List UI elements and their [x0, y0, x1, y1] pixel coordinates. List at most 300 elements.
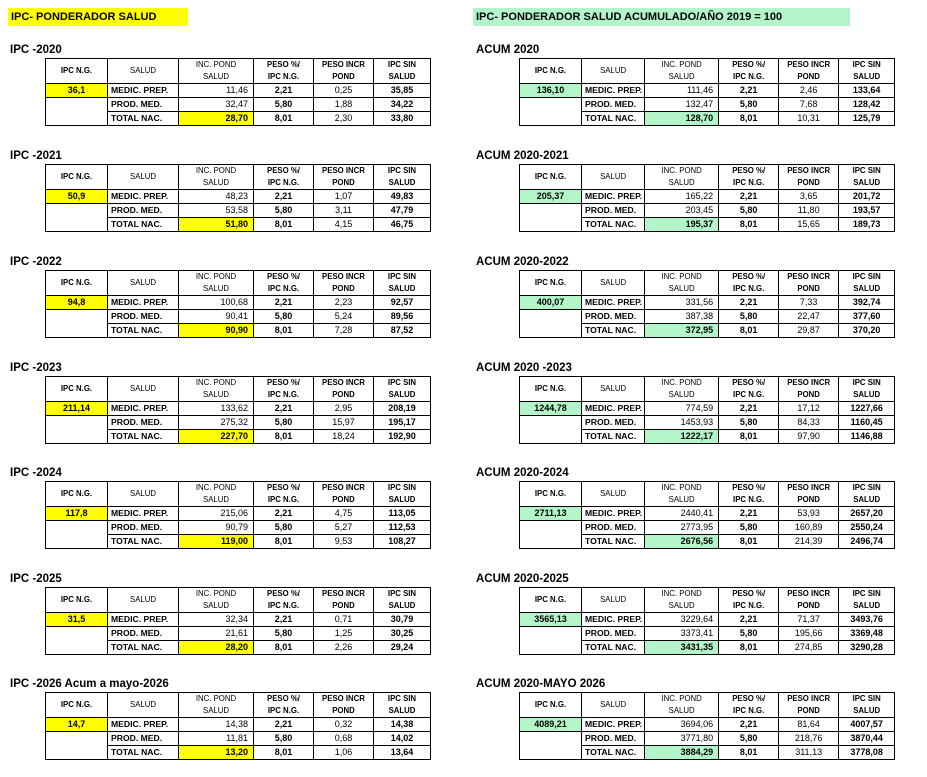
- right-banner: IPC- PONDERADOR SALUD ACUMULADO/AÑO 2019 = 100: [473, 8, 850, 26]
- right-block-table: [519, 692, 895, 760]
- header-ipc-ng: IPC N.G.: [46, 271, 108, 296]
- empty-cell: [520, 416, 582, 430]
- header-ipc-ng: IPC N.G.: [520, 165, 582, 190]
- header-inc-pond-sub: SALUD: [179, 389, 254, 402]
- ipc-sin-value: 46,75: [374, 218, 431, 232]
- header-ipc-sin-sub: SALUD: [839, 600, 895, 613]
- ipc-sin-value: 30,25: [374, 627, 431, 641]
- left-block-table: [45, 692, 431, 760]
- inc-pond-value: 132,47: [645, 98, 719, 112]
- header-inc-pond-sub: SALUD: [179, 283, 254, 296]
- left-block-table: [45, 481, 431, 549]
- left-block-title: IPC -2026 Acum a mayo-2026: [10, 678, 169, 690]
- header-ipc-sin: IPC SIN: [839, 588, 895, 601]
- table-row: [520, 627, 895, 641]
- peso-value: 2,21: [719, 296, 779, 310]
- peso-incr-value: 0,32: [314, 718, 374, 732]
- header-peso: PESO %/: [719, 482, 779, 495]
- ipc-ng-value: 4089,21: [520, 718, 582, 732]
- peso-incr-value: 7,68: [779, 98, 839, 112]
- ipc-ng-value: 14,7: [46, 718, 108, 732]
- header-ipc-sin-sub: SALUD: [374, 177, 431, 190]
- table-row: [520, 430, 895, 444]
- left-block-title: IPC -2020: [10, 44, 62, 56]
- peso-value: 5,80: [719, 627, 779, 641]
- header-peso-sub: IPC N.G.: [254, 494, 314, 507]
- inc-pond-value: 32,47: [179, 98, 254, 112]
- header-inc-pond-sub: SALUD: [645, 600, 719, 613]
- peso-incr-value: 160,89: [779, 521, 839, 535]
- peso-value: 5,80: [719, 98, 779, 112]
- inc-pond-value: 3373,41: [645, 627, 719, 641]
- header-salud: SALUD: [108, 271, 179, 296]
- peso-value: 2,21: [254, 84, 314, 98]
- inc-pond-value: 203,45: [645, 204, 719, 218]
- row-label: TOTAL NAC.: [582, 535, 645, 549]
- table-row: [520, 402, 895, 416]
- header-salud: SALUD: [582, 482, 645, 507]
- row-label: TOTAL NAC.: [108, 430, 179, 444]
- header-salud: SALUD: [108, 693, 179, 718]
- header-ipc-sin: IPC SIN: [374, 377, 431, 390]
- inc-pond-value: 372,95: [645, 324, 719, 338]
- header-peso-incr: PESO INCR: [779, 377, 839, 390]
- ipc-sin-value: 1160,45: [839, 416, 895, 430]
- table-row: [46, 535, 431, 549]
- inc-pond-value: 90,79: [179, 521, 254, 535]
- header-inc-pond-sub: SALUD: [645, 389, 719, 402]
- ipc-sin-value: 2550,24: [839, 521, 895, 535]
- row-label: PROD. MED.: [108, 310, 179, 324]
- ipc-ng-value: 1244,78: [520, 402, 582, 416]
- row-label: TOTAL NAC.: [582, 112, 645, 126]
- header-salud: SALUD: [582, 271, 645, 296]
- row-label: MEDIC. PREP.: [582, 613, 645, 627]
- peso-value: 2,21: [254, 402, 314, 416]
- peso-incr-value: 97,90: [779, 430, 839, 444]
- peso-value: 8,01: [719, 324, 779, 338]
- right-block-table: [519, 587, 895, 655]
- header-peso-incr: PESO INCR: [314, 165, 374, 178]
- inc-pond-value: 100,68: [179, 296, 254, 310]
- peso-value: 8,01: [719, 535, 779, 549]
- row-label: PROD. MED.: [582, 204, 645, 218]
- header-peso-incr: PESO INCR: [314, 693, 374, 706]
- header-peso-incr: PESO INCR: [779, 482, 839, 495]
- peso-value: 8,01: [719, 641, 779, 655]
- ipc-ng-value: 117,8: [46, 507, 108, 521]
- right-block-table: [519, 481, 895, 549]
- ipc-ng-value: 400,07: [520, 296, 582, 310]
- table-row: [520, 732, 895, 746]
- header-inc-pond-sub: SALUD: [645, 71, 719, 84]
- empty-cell: [46, 535, 108, 549]
- inc-pond-value: 195,37: [645, 218, 719, 232]
- header-peso: PESO %/: [254, 482, 314, 495]
- ipc-sin-value: 33,80: [374, 112, 431, 126]
- table-row: [520, 507, 895, 521]
- row-label: TOTAL NAC.: [108, 535, 179, 549]
- header-peso-incr: PESO INCR: [314, 377, 374, 390]
- table-row: [46, 430, 431, 444]
- table-row: [520, 416, 895, 430]
- peso-incr-value: 71,37: [779, 613, 839, 627]
- header-peso-sub: IPC N.G.: [254, 177, 314, 190]
- header-ipc-ng: IPC N.G.: [520, 693, 582, 718]
- table-row: [520, 296, 895, 310]
- inc-pond-value: 14,38: [179, 718, 254, 732]
- header-ipc-ng: IPC N.G.: [520, 588, 582, 613]
- header-peso: PESO %/: [719, 588, 779, 601]
- peso-value: 2,21: [719, 507, 779, 521]
- right-block-table: [519, 164, 895, 232]
- ipc-ng-value: 136,10: [520, 84, 582, 98]
- header-peso-sub: IPC N.G.: [719, 177, 779, 190]
- peso-incr-value: 2,46: [779, 84, 839, 98]
- empty-cell: [520, 732, 582, 746]
- ipc-sin-value: 3290,28: [839, 641, 895, 655]
- ipc-sin-value: 2496,74: [839, 535, 895, 549]
- empty-cell: [46, 430, 108, 444]
- inc-pond-value: 32,34: [179, 613, 254, 627]
- inc-pond-value: 2440,41: [645, 507, 719, 521]
- ipc-sin-value: 1227,66: [839, 402, 895, 416]
- peso-incr-value: 218,76: [779, 732, 839, 746]
- header-peso-incr: PESO INCR: [779, 59, 839, 72]
- header-inc-pond-sub: SALUD: [645, 283, 719, 296]
- header-inc-pond: INC. POND: [179, 165, 254, 178]
- row-label: MEDIC. PREP.: [582, 190, 645, 204]
- row-label: MEDIC. PREP.: [108, 84, 179, 98]
- peso-value: 2,21: [254, 718, 314, 732]
- table-row: [46, 641, 431, 655]
- table-row: [46, 190, 431, 204]
- peso-incr-value: 0,25: [314, 84, 374, 98]
- table-row: [520, 746, 895, 760]
- peso-incr-value: 5,24: [314, 310, 374, 324]
- row-label: PROD. MED.: [108, 627, 179, 641]
- left-banner: IPC- PONDERADOR SALUD: [8, 8, 188, 26]
- peso-value: 8,01: [719, 112, 779, 126]
- peso-value: 8,01: [254, 430, 314, 444]
- row-label: TOTAL NAC.: [582, 746, 645, 760]
- peso-value: 5,80: [254, 627, 314, 641]
- peso-incr-value: 214,39: [779, 535, 839, 549]
- header-peso: PESO %/: [254, 377, 314, 390]
- peso-value: 2,21: [719, 84, 779, 98]
- header-peso: PESO %/: [719, 377, 779, 390]
- row-label: PROD. MED.: [582, 98, 645, 112]
- header-salud: SALUD: [108, 588, 179, 613]
- ipc-sin-value: 87,52: [374, 324, 431, 338]
- table-row: [520, 190, 895, 204]
- header-ipc-sin: IPC SIN: [374, 588, 431, 601]
- empty-cell: [520, 641, 582, 655]
- peso-value: 8,01: [254, 218, 314, 232]
- row-label: TOTAL NAC.: [108, 746, 179, 760]
- empty-cell: [46, 521, 108, 535]
- peso-incr-value: 2,23: [314, 296, 374, 310]
- peso-incr-value: 1,25: [314, 627, 374, 641]
- row-label: PROD. MED.: [108, 416, 179, 430]
- peso-value: 5,80: [719, 521, 779, 535]
- table-row: [46, 732, 431, 746]
- header-ipc-sin: IPC SIN: [839, 377, 895, 390]
- header-inc-pond: INC. POND: [179, 588, 254, 601]
- left-block-title: IPC -2025: [10, 573, 62, 585]
- inc-pond-value: 11,46: [179, 84, 254, 98]
- ipc-sin-value: 49,83: [374, 190, 431, 204]
- row-label: MEDIC. PREP.: [108, 190, 179, 204]
- peso-value: 8,01: [719, 218, 779, 232]
- peso-value: 8,01: [254, 535, 314, 549]
- inc-pond-value: 48,23: [179, 190, 254, 204]
- ipc-sin-value: 133,64: [839, 84, 895, 98]
- right-block-table: [519, 58, 895, 126]
- ipc-sin-value: 201,72: [839, 190, 895, 204]
- header-ipc-sin-sub: SALUD: [374, 389, 431, 402]
- row-label: TOTAL NAC.: [108, 112, 179, 126]
- peso-incr-value: 18,24: [314, 430, 374, 444]
- peso-incr-value: 0,68: [314, 732, 374, 746]
- ipc-ng-value: 31,5: [46, 613, 108, 627]
- peso-incr-value: 2,95: [314, 402, 374, 416]
- header-inc-pond: INC. POND: [179, 377, 254, 390]
- left-block-table: [45, 587, 431, 655]
- table-row: [520, 218, 895, 232]
- peso-incr-value: 1,06: [314, 746, 374, 760]
- header-peso-incr-sub: POND: [314, 494, 374, 507]
- header-peso-sub: IPC N.G.: [254, 389, 314, 402]
- peso-value: 8,01: [254, 112, 314, 126]
- left-block-title: IPC -2023: [10, 362, 62, 374]
- header-peso-incr-sub: POND: [779, 71, 839, 84]
- peso-incr-value: 22,47: [779, 310, 839, 324]
- peso-value: 2,21: [719, 190, 779, 204]
- table-row: [520, 324, 895, 338]
- row-label: TOTAL NAC.: [582, 430, 645, 444]
- table-row: [46, 746, 431, 760]
- row-label: TOTAL NAC.: [108, 218, 179, 232]
- peso-incr-value: 53,93: [779, 507, 839, 521]
- right-block-table: [519, 270, 895, 338]
- header-peso-incr: PESO INCR: [779, 165, 839, 178]
- header-peso-incr-sub: POND: [314, 283, 374, 296]
- inc-pond-value: 3694,06: [645, 718, 719, 732]
- empty-cell: [46, 732, 108, 746]
- row-label: PROD. MED.: [582, 310, 645, 324]
- header-ipc-ng: IPC N.G.: [46, 59, 108, 84]
- header-ipc-sin-sub: SALUD: [374, 494, 431, 507]
- table-row: [46, 218, 431, 232]
- header-peso-sub: IPC N.G.: [719, 389, 779, 402]
- row-label: MEDIC. PREP.: [108, 507, 179, 521]
- inc-pond-value: 2773,95: [645, 521, 719, 535]
- ipc-sin-value: 193,57: [839, 204, 895, 218]
- empty-cell: [46, 310, 108, 324]
- header-ipc-ng: IPC N.G.: [46, 693, 108, 718]
- inc-pond-value: 111,46: [645, 84, 719, 98]
- inc-pond-value: 1222,17: [645, 430, 719, 444]
- peso-incr-value: 4,75: [314, 507, 374, 521]
- inc-pond-value: 119,00: [179, 535, 254, 549]
- header-peso-incr: PESO INCR: [779, 588, 839, 601]
- header-inc-pond-sub: SALUD: [179, 177, 254, 190]
- ipc-sin-value: 128,42: [839, 98, 895, 112]
- header-peso-incr-sub: POND: [314, 389, 374, 402]
- ipc-sin-value: 30,79: [374, 613, 431, 627]
- empty-cell: [520, 204, 582, 218]
- header-inc-pond-sub: SALUD: [645, 177, 719, 190]
- header-peso-incr: PESO INCR: [779, 271, 839, 284]
- header-ipc-ng: IPC N.G.: [520, 482, 582, 507]
- peso-incr-value: 84,33: [779, 416, 839, 430]
- header-inc-pond-sub: SALUD: [179, 600, 254, 613]
- header-peso-sub: IPC N.G.: [254, 71, 314, 84]
- empty-cell: [520, 746, 582, 760]
- ipc-sin-value: 125,79: [839, 112, 895, 126]
- empty-cell: [520, 627, 582, 641]
- empty-cell: [520, 324, 582, 338]
- peso-incr-value: 10,31: [779, 112, 839, 126]
- peso-value: 2,21: [719, 402, 779, 416]
- right-block-title: ACUM 2020-2025: [476, 573, 569, 585]
- empty-cell: [46, 324, 108, 338]
- peso-value: 2,21: [719, 718, 779, 732]
- header-peso-incr: PESO INCR: [779, 693, 839, 706]
- header-ipc-sin-sub: SALUD: [374, 283, 431, 296]
- header-ipc-sin-sub: SALUD: [839, 283, 895, 296]
- empty-cell: [520, 430, 582, 444]
- peso-incr-value: 0,71: [314, 613, 374, 627]
- peso-incr-value: 4,15: [314, 218, 374, 232]
- row-label: PROD. MED.: [582, 416, 645, 430]
- inc-pond-value: 21,61: [179, 627, 254, 641]
- header-ipc-sin: IPC SIN: [374, 59, 431, 72]
- header-inc-pond: INC. POND: [645, 377, 719, 390]
- ipc-sin-value: 4007,57: [839, 718, 895, 732]
- ipc-sin-value: 89,56: [374, 310, 431, 324]
- header-peso-incr-sub: POND: [779, 494, 839, 507]
- header-ipc-sin-sub: SALUD: [374, 705, 431, 718]
- header-peso: PESO %/: [254, 165, 314, 178]
- ipc-sin-value: 195,17: [374, 416, 431, 430]
- header-peso-sub: IPC N.G.: [719, 494, 779, 507]
- header-peso: PESO %/: [254, 271, 314, 284]
- row-label: PROD. MED.: [108, 98, 179, 112]
- left-block-table: [45, 58, 431, 126]
- header-inc-pond: INC. POND: [179, 271, 254, 284]
- row-label: MEDIC. PREP.: [582, 402, 645, 416]
- table-row: [520, 521, 895, 535]
- row-label: MEDIC. PREP.: [108, 296, 179, 310]
- peso-value: 2,21: [254, 613, 314, 627]
- header-peso-incr-sub: POND: [779, 283, 839, 296]
- header-peso-incr-sub: POND: [314, 705, 374, 718]
- peso-incr-value: 9,53: [314, 535, 374, 549]
- inc-pond-value: 331,56: [645, 296, 719, 310]
- ipc-sin-value: 29,24: [374, 641, 431, 655]
- right-block-title: ACUM 2020-MAYO 2026: [476, 678, 606, 690]
- right-block-table: [519, 376, 895, 444]
- right-block-title: ACUM 2020: [476, 44, 540, 56]
- row-label: MEDIC. PREP.: [582, 84, 645, 98]
- table-row: [46, 98, 431, 112]
- inc-pond-value: 774,59: [645, 402, 719, 416]
- ipc-ng-value: 50,9: [46, 190, 108, 204]
- header-peso-incr-sub: POND: [779, 177, 839, 190]
- peso-value: 5,80: [254, 732, 314, 746]
- ipc-sin-value: 3778,08: [839, 746, 895, 760]
- left-block-table: [45, 164, 431, 232]
- row-label: MEDIC. PREP.: [108, 718, 179, 732]
- peso-incr-value: 1,88: [314, 98, 374, 112]
- empty-cell: [46, 627, 108, 641]
- empty-cell: [520, 310, 582, 324]
- table-row: [520, 204, 895, 218]
- inc-pond-value: 165,22: [645, 190, 719, 204]
- peso-value: 5,80: [254, 416, 314, 430]
- header-inc-pond: INC. POND: [645, 165, 719, 178]
- header-peso-incr: PESO INCR: [314, 588, 374, 601]
- inc-pond-value: 28,70: [179, 112, 254, 126]
- header-ipc-ng: IPC N.G.: [520, 271, 582, 296]
- header-inc-pond: INC. POND: [645, 271, 719, 284]
- header-peso: PESO %/: [254, 59, 314, 72]
- ipc-sin-value: 189,73: [839, 218, 895, 232]
- header-peso-incr-sub: POND: [779, 389, 839, 402]
- empty-cell: [520, 112, 582, 126]
- ipc-sin-value: 370,20: [839, 324, 895, 338]
- row-label: TOTAL NAC.: [108, 324, 179, 338]
- header-peso-sub: IPC N.G.: [254, 600, 314, 613]
- header-peso: PESO %/: [719, 59, 779, 72]
- header-ipc-ng: IPC N.G.: [520, 377, 582, 402]
- inc-pond-value: 133,62: [179, 402, 254, 416]
- table-row: [46, 416, 431, 430]
- inc-pond-value: 53,58: [179, 204, 254, 218]
- table-row: [46, 204, 431, 218]
- right-block-title: ACUM 2020-2024: [476, 467, 569, 479]
- empty-cell: [520, 218, 582, 232]
- ipc-sin-value: 13,64: [374, 746, 431, 760]
- header-inc-pond: INC. POND: [645, 59, 719, 72]
- peso-incr-value: 5,27: [314, 521, 374, 535]
- row-label: PROD. MED.: [582, 627, 645, 641]
- empty-cell: [46, 746, 108, 760]
- left-block-table: [45, 270, 431, 338]
- header-ipc-sin-sub: SALUD: [839, 494, 895, 507]
- table-row: [46, 112, 431, 126]
- header-inc-pond: INC. POND: [645, 482, 719, 495]
- header-inc-pond: INC. POND: [179, 482, 254, 495]
- peso-value: 8,01: [254, 641, 314, 655]
- header-inc-pond: INC. POND: [645, 588, 719, 601]
- row-label: PROD. MED.: [582, 732, 645, 746]
- header-salud: SALUD: [582, 59, 645, 84]
- empty-cell: [520, 535, 582, 549]
- peso-value: 2,21: [719, 613, 779, 627]
- peso-incr-value: 11,80: [779, 204, 839, 218]
- table-row: [46, 324, 431, 338]
- row-label: TOTAL NAC.: [582, 218, 645, 232]
- header-peso-incr-sub: POND: [314, 177, 374, 190]
- table-row: [46, 627, 431, 641]
- ipc-sin-value: 2657,20: [839, 507, 895, 521]
- row-label: TOTAL NAC.: [582, 641, 645, 655]
- header-peso: PESO %/: [254, 693, 314, 706]
- header-ipc-sin-sub: SALUD: [839, 177, 895, 190]
